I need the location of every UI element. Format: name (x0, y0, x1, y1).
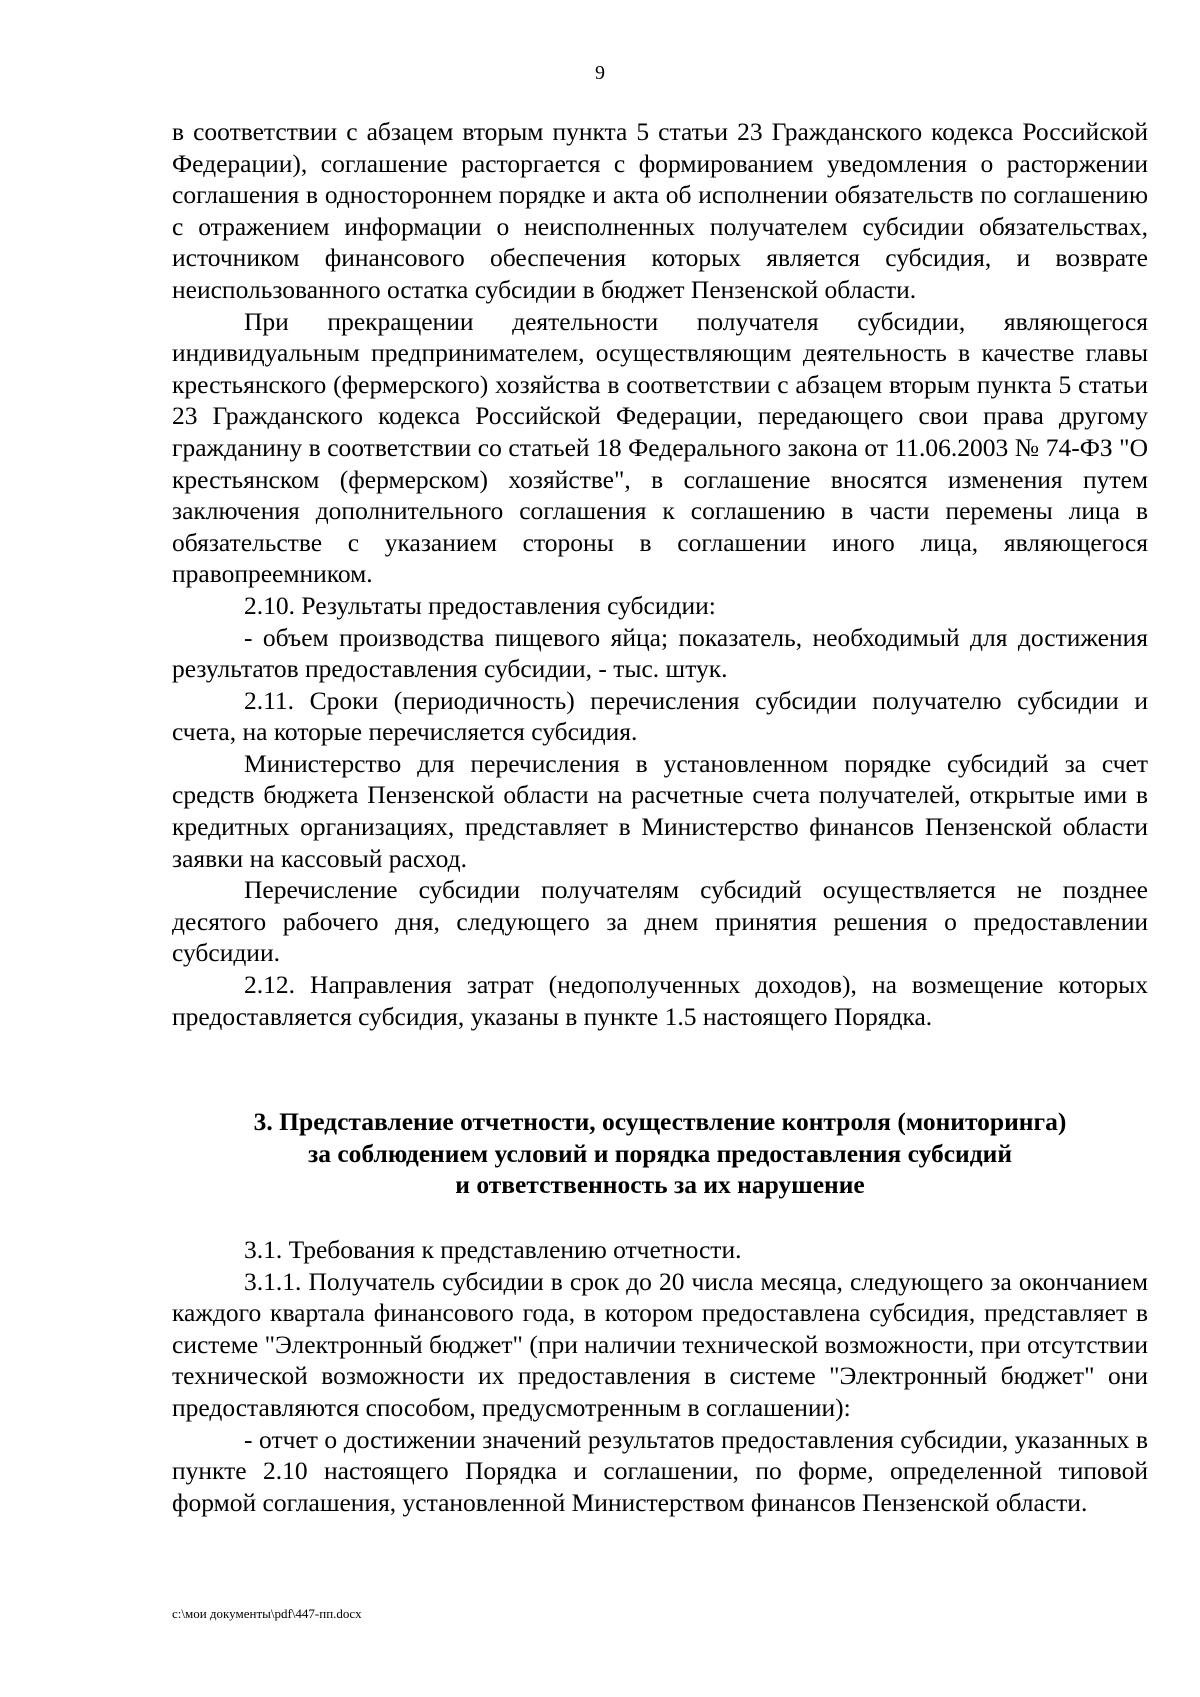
section-heading-line: и ответственность за их нарушение (455, 1170, 865, 1200)
page-number: 9 (595, 62, 605, 84)
paragraph: 2.12. Направления затрат (недополученных доходов), на возмещение которых предоставляется субсидия, указаны в пункте 1.5 настоящего Порядка. (172, 970, 1148, 1031)
paragraph: 3.1.1. Получатель субсидии в срок до 20 числа месяца, следующего за окончанием каждого квартала финансового года, в котором предоставлена субсидия, представляет в системе "Электронный бюджет" (при наличии технической возможности, при отсутствии технической возможности их предоставления в системе "Электронный бюджет" они предоставляются способом, предусмотренным в соглашении): (172, 1266, 1148, 1422)
body-text (172, 116, 1148, 1032)
paragraph: 3.1. Требования к представлению отчетности. (244, 1235, 742, 1264)
paragraph: 2.10. Результаты предоставления субсидии: (244, 590, 716, 620)
paragraph: в соответствии с абзацем вторым пункта 5 статьи 23 Гражданского кодекса Российской Федерации), соглашение расторгается с формированием уведомления о расторжении соглашения в одностороннем порядке и акта об исполнении обязательств по соглашению с отражением информации о неисполненных получателем субсидии обязательствах, источником финансового обеспечения которых является субсидия, и возврате неиспользованного остатка субсидии в бюджет Пензенской области. (172, 117, 1148, 304)
paragraph: При прекращении деятельности получателя субсидии, являющегося индивидуальным предпринимателем, осуществляющим деятельность в качестве главы крестьянского (фермерского) хозяйства в соответствии с абзацем вторым пункта 5 статьи 23 Гражданского кодекса Российской Федерации, передающего свои права другому гражданину в соответствии со статьей 18 Федерального закона от 11.06.2003 № 74-ФЗ "О крестьянском (фермерском) хозяйстве", в соглашение вносятся изменения путем заключения дополнительного соглашения к соглашению в части перемены лица в обязательстве с указанием стороны в соглашении иного лица, являющегося правопреемником. (172, 306, 1148, 589)
footer-file-path: c:\мои документы\pdf\447-пп.docx (172, 1606, 362, 1621)
section-heading (172, 1106, 1148, 1201)
section-heading-line: 3. Представление отчетности, осуществление контроля (мониторинга) (253, 1107, 1067, 1136)
paragraph: - отчет о достижении значений результатов предоставления субсидии, указанных в пункте 2.10 настоящего Порядка и соглашении, по форме, определенной типовой формой соглашения, установленной Министерством финансов Пензенской области. (172, 1424, 1148, 1517)
paragraph: - объем производства пищевого яйца; показатель, необходимый для достижения результатов предоставления субсидии, - тыс. штук. (172, 622, 1148, 684)
paragraph: Министерство для перечисления в установленном порядке субсидий за счет средств бюджета Пензенской области на расчетные счета получателей, открытые ими в кредитных организациях, представляет в Министерство финансов Пензенской области заявки на кассовый расход. (172, 748, 1148, 873)
section-3-text (172, 1234, 1148, 1518)
paragraph: Перечисление субсидии получателям субсидий осуществляется не позднее десятого рабочего дня, следующего за днем принятия решения о предоставлении субсидии. (172, 875, 1148, 968)
paragraph: 2.11. Сроки (периодичность) перечисления субсидии получателю субсидии и счета, на которые перечисляется субсидия. (172, 685, 1148, 747)
section-heading-line: за соблюдением условий и порядка предоставления субсидий (307, 1138, 1013, 1168)
